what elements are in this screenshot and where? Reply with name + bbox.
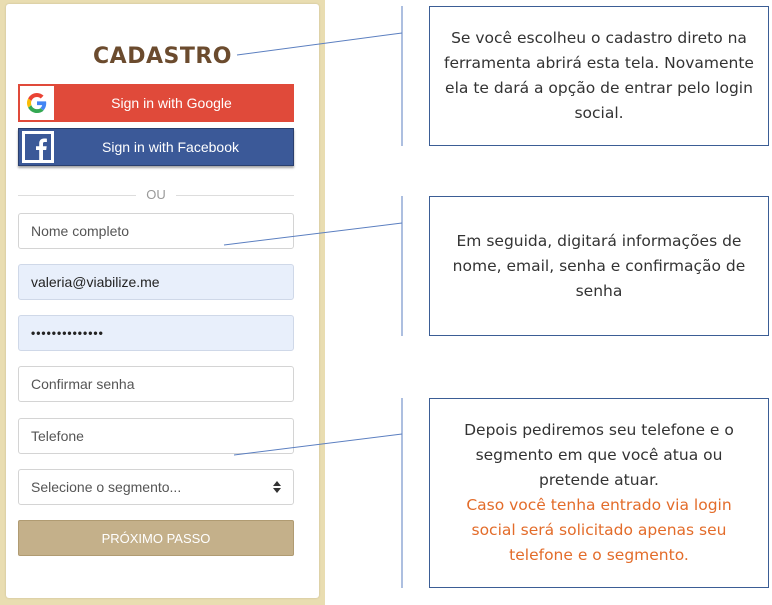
full-name-input[interactable]: Nome completo — [18, 213, 294, 249]
page-title: CADASTRO — [93, 44, 232, 69]
callout-personal-info — [429, 196, 769, 336]
phone-input[interactable]: Telefone — [18, 418, 294, 454]
connector-line-3 — [234, 434, 402, 455]
confirm-password-input[interactable]: Confirmar senha — [18, 366, 294, 402]
callout-social-login-text: Se você escolheu o cadastro direto na ferramenta abrirá esta tela. Novamente ela te dará a opção de entrar pelo login social. — [444, 29, 754, 122]
callout-social-login — [429, 6, 769, 146]
callout-phone-segment-highlight: Caso você tenha entrado via login social será solicitado apenas seu telefone e o segmento. — [466, 496, 732, 564]
divider-label: OU — [146, 187, 166, 202]
email-input[interactable]: valeria@viabilize.me — [18, 264, 294, 300]
callout-phone-segment-text: Depois pediremos seu telefone e o segmento em que você atua ou pretende atuar. — [464, 421, 734, 489]
connector-line-2 — [224, 223, 402, 245]
callout-personal-info-text: Em seguida, digitará informações de nome, email, senha e confirmação de senha — [452, 231, 746, 300]
facebook-signin-label: Sign in with Facebook — [102, 139, 239, 155]
google-signin-label: Sign in with Google — [111, 95, 232, 111]
password-input[interactable]: •••••••••••••• — [18, 315, 294, 351]
connector-line-1 — [237, 33, 402, 55]
next-step-button[interactable]: PRÓXIMO PASSO — [18, 520, 294, 556]
segment-select-value: Selecione o segmento... — [31, 479, 182, 495]
callout-phone-segment — [429, 398, 769, 588]
